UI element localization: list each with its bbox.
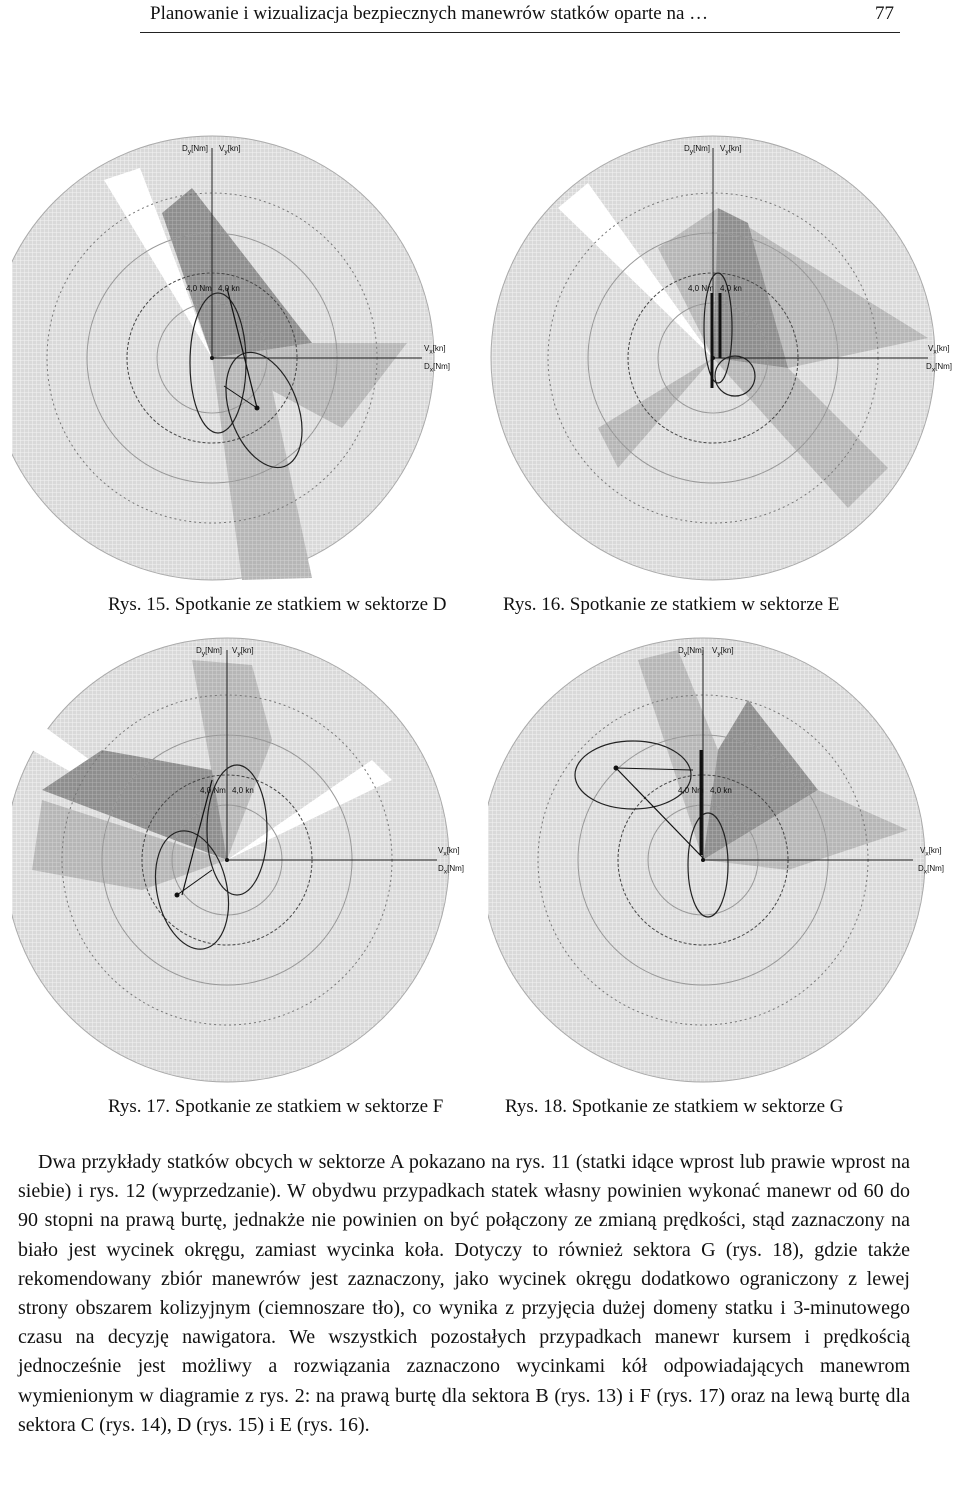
dx-axis-label: $D_x[Nm]$ (438, 864, 464, 876)
dx-axis-label: $D_x[Nm]$ (424, 362, 450, 374)
dx-axis-label: $D_x[Nm]$ (926, 362, 952, 374)
body-paragraph: Dwa przykłady statków obcych w sektorze A pokazano na rys. 11 (statki idące wprost lub prawie wprost na siebie) i rys. 12 (wyprzedzanie). W obydwu przypadkach statek własny powinien wykonać manewr od 60 do 90 stopni na prawą burtę, jednakże nie powinien on być połączony ze zmianą prędkości, stąd zaznaczony na biało jest wycinek okręgu, zamiast wycinka koła. Dotyczy to również sektora G (rys. 18), gdzie także rekomendowany zbiór manewrów jest zaznaczony, jako wycinek okręgu dodatkowo ograniczony z lewej strony obszarem kolizyjnym (ciemnoszare tło), co wynika z przyjęcia dużej domeny statku i 3-minutowego czasu na decyzję nawigatora. We wszystkich pozostałych przypadkach manewr kursem i prędkością jednocześnie jest możliwy a rozwiązania zaznaczono wycinkami kół odpowiadających manewrom wymienionym w diagramie z rys. 2: na prawą burtę dla sektora B (rys. 13) i F (rys. 17) oraz na lewą burtę dla sektora C (rys. 14), D (rys. 15) i E (rys. 16). (18, 1151, 910, 1436)
dy-axis-label: $D_y[Nm]$ (678, 646, 704, 658)
figure-17-caption: Rys. 17. Spotkanie ze statkiem w sektorze F (108, 1096, 444, 1117)
vy-axis-label: $V_y[kn]$ (720, 144, 742, 156)
scale-kn-label: 4,0 kn (720, 284, 742, 293)
header-rule (140, 32, 900, 33)
scale-nm-label: 4,0 Nm (186, 284, 212, 293)
scale-kn-label: 4,0 kn (218, 284, 240, 293)
dy-axis-label: $D_y[Nm]$ (684, 144, 710, 156)
scale-nm-label: 4,0 Nm (200, 786, 226, 795)
vy-axis-label: $V_y[kn]$ (712, 646, 734, 658)
vx-axis-label: $V_x[kn]$ (424, 344, 446, 356)
vx-axis-label: $V_x[kn]$ (438, 846, 460, 858)
scale-kn-label: 4,0 kn (710, 786, 732, 795)
dx-axis-label: $D_x[Nm]$ (918, 864, 944, 876)
running-title: Planowanie i wizualizacja bezpiecznych manewrów statków oparte na … (150, 3, 709, 24)
figure-16-labels (488, 128, 952, 588)
dy-axis-label: $D_y[Nm]$ (196, 646, 222, 658)
dy-axis-label: $D_y[Nm]$ (182, 144, 208, 156)
scale-kn-label: 4,0 kn (232, 786, 254, 795)
figure-18-labels (488, 630, 948, 1090)
figure-15-caption: Rys. 15. Spotkanie ze statkiem w sektorze D (108, 594, 447, 615)
figure-16-caption: Rys. 16. Spotkanie ze statkiem w sektorze E (503, 594, 840, 615)
vx-axis-label: $V_x[kn]$ (920, 846, 942, 858)
vy-axis-label: $V_y[kn]$ (232, 646, 254, 658)
running-header (140, 0, 900, 32)
vx-axis-label: $V_x[kn]$ (928, 344, 950, 356)
vy-axis-label: $V_y[kn]$ (219, 144, 241, 156)
scale-nm-label: 4,0 Nm (688, 284, 714, 293)
scale-nm-label: 4,0 Nm (678, 786, 704, 795)
figure-18-caption: Rys. 18. Spotkanie ze statkiem w sektorze G (505, 1096, 844, 1117)
page-number: 77 (875, 3, 894, 24)
figure-15-labels (12, 128, 472, 588)
figure-17-labels (12, 630, 472, 1090)
